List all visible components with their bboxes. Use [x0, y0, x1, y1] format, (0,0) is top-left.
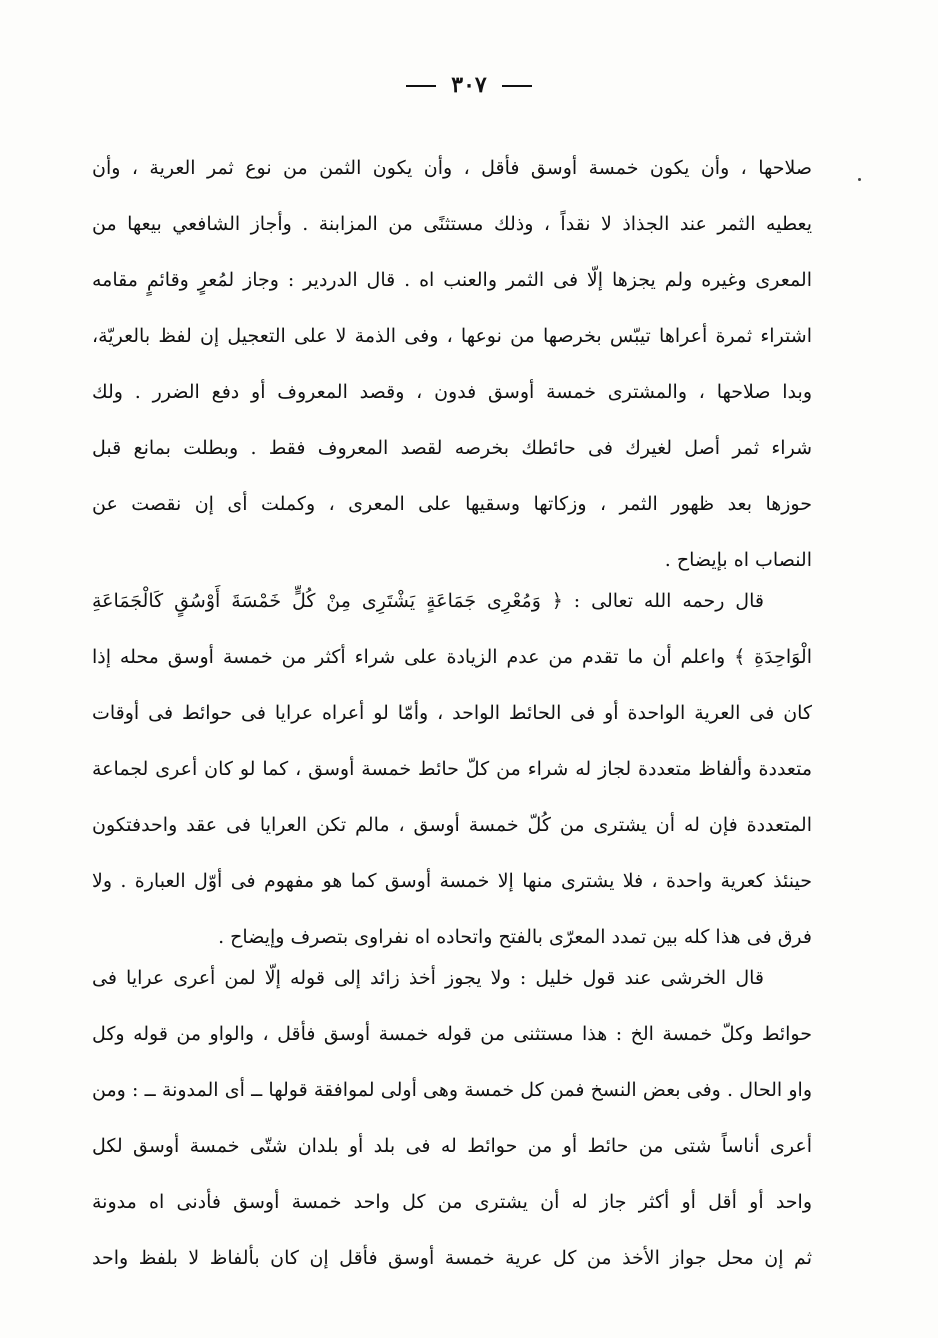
- text-line: واو الحال . وفى بعض النسخ فمن كل خمسة وهى أولى لموافقة قولها ــ أى المدونة ــ : ومن: [92, 1079, 812, 1101]
- text-line: ثم إن محل جواز الأخذ من كل عرية خمسة أوسق فأقل إن كان بألفاظ لا بلفظ واحد: [92, 1247, 812, 1269]
- text-line: وبدا صلاحها ، والمشترى خمسة أوسق فدون ، وقصد المعروف أو دفع الضرر . ولك: [92, 381, 812, 403]
- text-line: يعطيه الثمر عند الجذاذ لا نقداً ، وذلك مستثنًى من المزابنة . وأجاز الشافعي بيعها من: [92, 213, 812, 235]
- text-line: اشتراء ثمرة أعراها تيبّس بخرصها من نوعها ، وفى الذمة لا على التعجيل إن لفظ بالعريّة،: [92, 325, 812, 347]
- text-line: صلاحها ، وأن يكون خمسة أوسق فأقل ، وأن يكون الثمن من نوع ثمر العرية ، وأن: [92, 157, 812, 179]
- text-line: حوائط وكلّ خمسة الخ : هذا مستثنى من قوله خمسة أوسق فأقل ، والواو من قوله وكل: [92, 1023, 812, 1045]
- text-line: حوزها بعد ظهور الثمر ، وزكاتها وسقيها على المعرى ، وكملت أى إن نقصت عن: [92, 493, 812, 515]
- header-dash-right: [502, 85, 532, 87]
- page-header: [0, 72, 938, 98]
- paragraph-1: [92, 140, 812, 588]
- text-line: النصاب اه بإيضاح .: [664, 549, 812, 571]
- text-line: شراء ثمر أصل لغيرك فى حائطك بخرصه لقصد المعروف فقط . وبطلت بمانع قبل: [92, 437, 812, 459]
- text-line: حينئذ كعرية واحدة ، فلا يشترى منها إلا خمسة أوسق كما هو مفهوم فى أوّل العبارة . ولا: [92, 870, 812, 892]
- header-dash-left: [406, 85, 436, 87]
- text-line: الْوَاحِدَةِ ﴾ واعلم أن ما تقدم من عدم الزيادة على شراء أكثر من خمسة أوسق محله إذا: [92, 646, 812, 668]
- text-line: واحد أو أقل أو أكثر جاز له أن يشترى من كل واحد خمسة أوسق فأدنى اه مدونة: [92, 1191, 812, 1213]
- page-number: ٣٠٧: [451, 72, 487, 98]
- paragraph-3: [92, 950, 812, 1286]
- text-line: المتعددة فإن له أن يشترى من كُلّ خمسة أوسق ، مالم تكن العرايا فى عقد واحدفتكون: [92, 814, 812, 836]
- text-line: كان فى العرية الواحدة أو فى الحائط الواحد ، وأمّا لو أعراه عرايا فى حوائط فى أوقات: [92, 702, 812, 724]
- text-line: متعددة وألفاظ متعددة لجاز له شراء من كلّ حائط خمسة أوسق ، كما لو كان أعرى لجماعة: [92, 758, 812, 780]
- margin-mark: [858, 178, 861, 181]
- paragraph-2: [92, 573, 812, 965]
- text-line: فرق فى هذا كله بين تمدد المعرّى بالفتح واتحاده اه نفراوى بتصرف وإيضاح .: [218, 926, 812, 948]
- text-line: أعرى أناساً شتى من حائط أو من حوائط له فى بلد أو بلدان شتّى خمسة أوسق لكل: [92, 1135, 812, 1157]
- text-line: قال الخرشى عند قول خليل : ولا يجوز أخذ زائد إلى قوله إلّا لمن أعرى عرايا فى: [92, 967, 764, 989]
- text-line: المعرى وغيره ولم يجزها إلّا فى الثمر والعنب اه . قال الدردير : وجاز لمُعرٍ وقائمٍ مقامه: [92, 269, 812, 291]
- text-line: قال رحمه الله تعالى : ﴿ وَمُعْرِى جَمَاعَةٍ يَشْتَرِى مِنْ كُلٍّ خَمْسَةَ أَوْسُقٍ كَالْجَمَاعَةِ: [92, 590, 764, 612]
